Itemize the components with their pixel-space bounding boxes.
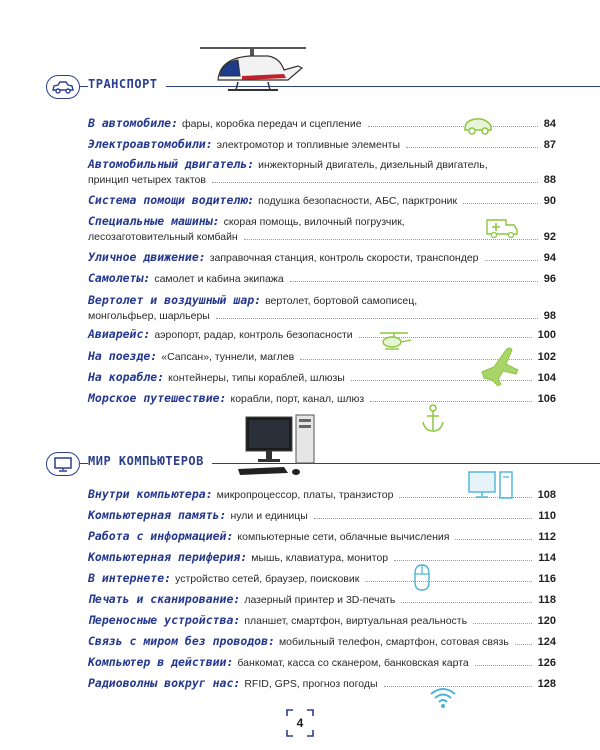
page-number: 116 (538, 573, 556, 585)
car-icon (51, 80, 75, 94)
entry-description: контейнеры, типы кораблей, шлюзы (168, 372, 345, 384)
entry-description: электромотор и топливные элементы (216, 139, 401, 151)
entry-description: нули и единицы (230, 510, 308, 522)
entry-heading: Система помощи водителю: (88, 193, 255, 207)
entry-heading: Связь с миром без проводов: (88, 634, 275, 648)
section-title: МИР КОМПЬЮТЕРОВ (88, 454, 212, 468)
footer-page-label: 4 (296, 716, 304, 730)
entry-description: мобильный телефон, смартфон, сотовая связь (278, 636, 509, 648)
entry-heading: Вертолет и воздушный шар: (88, 293, 262, 307)
entry-heading: На поезде: (88, 349, 158, 363)
toc-entry[interactable] (88, 271, 556, 287)
entry-heading: Специальные машины: (88, 214, 220, 228)
entry-description: самолет и кабина экипажа (154, 273, 284, 285)
toc-entry[interactable] (88, 508, 556, 524)
page-number: 110 (538, 510, 556, 522)
desktop-computer-icon (234, 411, 334, 477)
entry-heading: Компьютер в действии: (88, 655, 234, 669)
entry-description: скорая помощь, вилочный погрузчик, (223, 216, 405, 228)
toc-entry[interactable] (88, 193, 556, 209)
toc-entry[interactable] (88, 137, 556, 153)
page-number: 120 (537, 615, 556, 627)
page-number: 128 (537, 678, 556, 690)
entry-description-cont: лесозаготовительный комбайн (88, 231, 238, 243)
entry-heading: Компьютерная периферия: (88, 550, 248, 564)
toc-entry[interactable] (88, 327, 556, 343)
toc-entry[interactable] (88, 529, 556, 545)
toc-entry[interactable] (88, 655, 556, 671)
toc-entry[interactable] (88, 613, 556, 629)
page-number: 92 (543, 231, 556, 243)
page-number: 112 (538, 531, 556, 543)
entry-description: инжекторный двигатель, дизельный двигатель, (258, 159, 488, 171)
helicopter-icon (198, 40, 308, 102)
car-doodle-icon (462, 114, 494, 136)
entry-heading: На корабле: (88, 370, 165, 384)
entry-heading: Авиарейс: (88, 327, 151, 341)
entry-heading: Компьютерная память: (88, 508, 227, 522)
entry-heading: Радиоволны вокруг нас: (88, 676, 241, 690)
entry-heading: Работа с информацией: (88, 529, 234, 543)
page-number: 87 (543, 139, 556, 151)
entry-description: аэропорт, радар, контроль безопасности (154, 329, 353, 341)
entry-heading: Самолеты: (88, 271, 151, 285)
entry-description: подушка безопасности, АБС, парктроник (258, 195, 458, 207)
entry-description-cont: монгольфьер, шарльеры (88, 310, 210, 322)
anchor-doodle-icon (420, 404, 446, 434)
helicopter-doodle-icon (374, 330, 414, 354)
entry-description: заправочная станция, контроль скорости, транспондер (209, 252, 479, 264)
page-number: 90 (543, 195, 556, 207)
entry-description: мышь, клавиатура, монитор (251, 552, 389, 564)
page-number: 94 (543, 252, 556, 264)
page-number: 98 (543, 310, 556, 322)
page-number: 114 (538, 552, 556, 564)
toc-entry[interactable] (88, 634, 556, 650)
page-number-footer (285, 708, 315, 738)
page-number: 102 (537, 351, 556, 363)
page-number: 104 (537, 372, 556, 384)
entry-description: микропроцессор, платы, транзистор (216, 489, 394, 501)
mouse-doodle-icon (412, 562, 432, 592)
entry-description: лазерный принтер и 3D-печать (244, 594, 396, 606)
toc-entry[interactable] (88, 391, 556, 407)
toc-entry[interactable] (88, 592, 556, 608)
toc-entry[interactable] (88, 157, 556, 188)
toc-entry[interactable] (88, 293, 556, 324)
entry-heading: Электроавтомобили: (88, 137, 213, 151)
toc-entry[interactable] (88, 676, 556, 692)
page-number: 100 (537, 329, 556, 341)
page-number: 84 (543, 118, 556, 130)
entry-description: планшет, смартфон, виртуальная реальность (244, 615, 468, 627)
entry-description: устройство сетей, браузер, поисковик (175, 573, 360, 585)
page-number: 108 (537, 489, 556, 501)
page-number: 106 (537, 393, 556, 405)
page-number: 126 (537, 657, 556, 669)
entry-description: RFID, GPS, прогноз погоды (244, 678, 378, 690)
entry-description-cont: принцип четырех тактов (88, 174, 206, 186)
entry-heading: В интернете: (88, 571, 172, 585)
ambulance-doodle-icon (484, 214, 520, 240)
entry-heading: Внутри компьютера: (88, 487, 213, 501)
entry-description: фары, коробка передач и сцепление (182, 118, 362, 130)
computer-doodle-icon (466, 468, 516, 502)
airplane-doodle-icon (476, 342, 522, 388)
entry-description: банкомат, касса со сканером, банковская карта (237, 657, 469, 669)
entry-description: корабли, порт, канал, шлюз (230, 393, 365, 405)
page-number: 88 (543, 174, 556, 186)
toc-entry[interactable] (88, 250, 556, 266)
entry-description: компьютерные сети, облачные вычисления (237, 531, 450, 543)
toc-entry[interactable] (88, 571, 556, 587)
entry-description: «Сапсан», туннели, маглев (161, 351, 295, 363)
entry-heading: Переносные устройства: (88, 613, 241, 627)
entry-heading: В автомобиле: (88, 116, 179, 130)
entry-heading: Печать и сканирование: (88, 592, 241, 606)
entry-heading: Уличное движение: (88, 250, 206, 264)
page-number: 96 (543, 273, 556, 285)
page-number: 118 (538, 594, 556, 606)
entry-heading: Автомобильный двигатель: (88, 157, 255, 171)
header-badge (46, 75, 80, 99)
entry-description: вертолет, бортовой самописец, (265, 295, 418, 307)
page-number: 124 (537, 636, 556, 648)
monitor-icon (53, 456, 73, 472)
wifi-doodle-icon (428, 684, 458, 710)
section-title: ТРАНСПОРТ (88, 77, 166, 91)
header-badge (46, 452, 80, 476)
toc-entry[interactable] (88, 550, 556, 566)
entry-heading: Морское путешествие: (88, 391, 227, 405)
